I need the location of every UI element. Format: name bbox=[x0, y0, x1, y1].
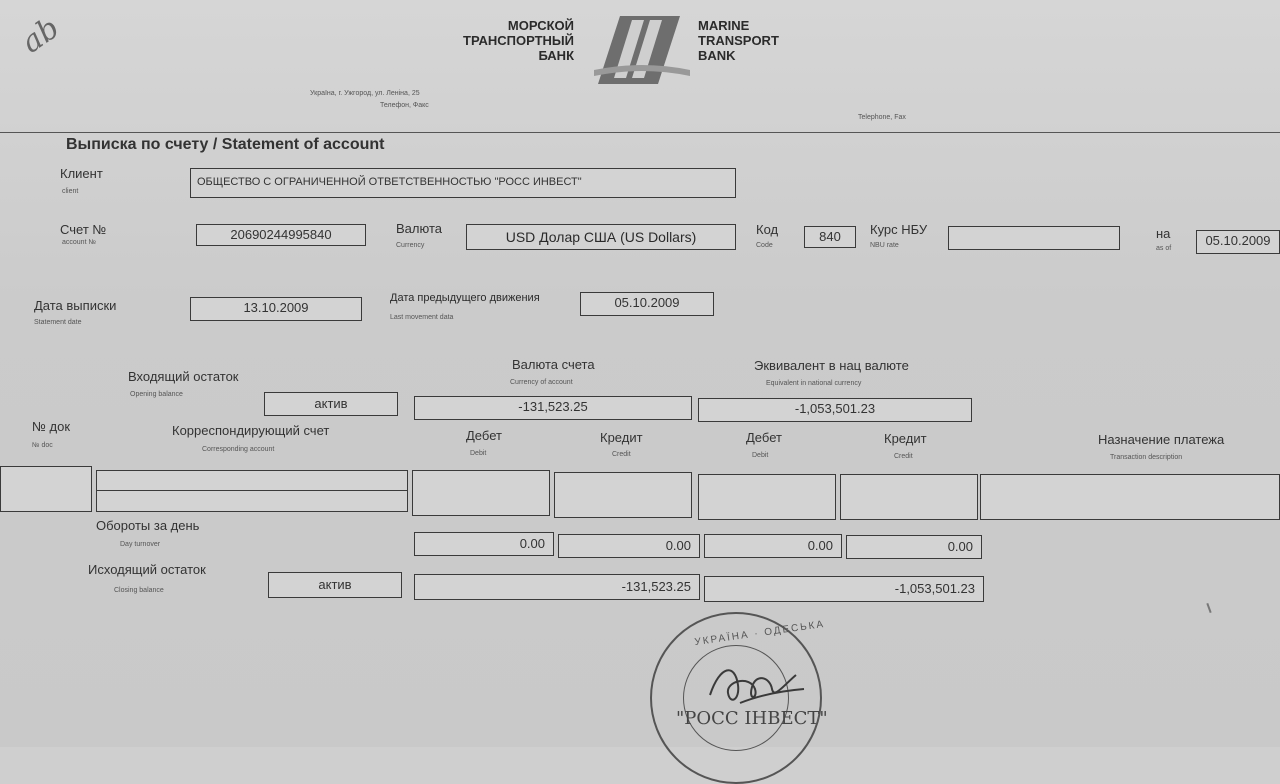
code-label: Код bbox=[756, 222, 779, 237]
bank-name-en bbox=[698, 18, 779, 63]
bank-phone-right: Telephone, Fax bbox=[858, 114, 906, 121]
closing-balance-account-value: -131,523.25 bbox=[621, 579, 691, 594]
currency-label: Валюта bbox=[396, 221, 442, 236]
turnover-debit-account bbox=[414, 532, 554, 556]
last-movement-field bbox=[580, 292, 714, 316]
client-label: Клиент bbox=[60, 166, 103, 181]
debit-account-cell bbox=[412, 470, 550, 516]
statement-date-label: Дата выписки bbox=[34, 298, 117, 313]
client-label-en: client bbox=[62, 188, 79, 195]
doc-number-header: № док bbox=[32, 419, 71, 434]
opening-balance-account-value: -131,523.25 bbox=[518, 399, 588, 414]
stamp-ring-text: УКРАЇНА · ОДЕСЬКА bbox=[693, 618, 826, 649]
credit-header-account-en: Credit bbox=[612, 451, 631, 458]
turnover-debit-account-value: 0.00 bbox=[519, 536, 545, 551]
corr-account-header: Корреспондирующий счет bbox=[172, 423, 330, 438]
description-cell bbox=[980, 474, 1280, 520]
as-of-label: на bbox=[1156, 226, 1171, 241]
bank-name-en-line2: TRANSPORT bbox=[698, 33, 779, 48]
account-label: Счет № bbox=[60, 222, 107, 237]
margin-handwritten-mark: ab bbox=[15, 10, 66, 61]
currency-value: USD Долар США (US Dollars) bbox=[505, 229, 697, 245]
as-of-label-en: as of bbox=[1156, 245, 1172, 252]
description-header-en: Transaction description bbox=[1110, 454, 1183, 461]
closing-balance-label: Исходящий остаток bbox=[88, 562, 206, 577]
debit-header-account-en: Debit bbox=[470, 450, 487, 457]
statement-date-value: 13.10.2009 bbox=[243, 300, 309, 315]
bank-name-ru-line3: БАНК bbox=[538, 48, 574, 63]
debit-national-cell bbox=[698, 474, 836, 520]
currency-label-en: Currency bbox=[396, 242, 425, 249]
last-movement-label: Дата предыдущего движения bbox=[390, 292, 540, 304]
turnover-debit-national bbox=[704, 534, 842, 558]
last-movement-label-en: Last movement data bbox=[390, 314, 454, 321]
opening-balance-national-value: -1,053,501.23 bbox=[794, 401, 876, 416]
opening-balance-type-value: актив bbox=[314, 396, 348, 411]
closing-balance-label-en: Closing balance bbox=[114, 587, 164, 594]
currency-of-account-header-en: Currency of account bbox=[510, 379, 573, 386]
bank-logo-icon bbox=[592, 12, 692, 88]
opening-balance-account bbox=[414, 396, 692, 420]
bank-address: Україна, г. Ужгород, ул. Леніна, 25 bbox=[310, 90, 420, 97]
nbu-rate-field bbox=[948, 226, 1120, 250]
turnover-credit-account-value: 0.00 bbox=[665, 538, 691, 553]
day-turnover-label: Обороты за день bbox=[96, 518, 200, 533]
handwritten-signature bbox=[700, 655, 810, 715]
bank-name-ru-line2: ТРАНСПОРТНЫЙ bbox=[463, 33, 574, 48]
closing-balance-national bbox=[704, 576, 984, 602]
debit-header-account: Дебет bbox=[466, 428, 502, 443]
statement-title: Выписка по счету / Statement of account bbox=[66, 136, 385, 153]
client-field bbox=[190, 168, 736, 198]
day-turnover-label-en: Day turnover bbox=[120, 541, 161, 548]
header-divider bbox=[0, 132, 1280, 133]
account-value: 20690244995840 bbox=[230, 227, 332, 242]
code-field bbox=[804, 226, 856, 248]
turnover-credit-national bbox=[846, 535, 982, 559]
code-value: 840 bbox=[819, 229, 841, 244]
stamp-company-name: "РОСС ІНВЕСТ" bbox=[676, 708, 828, 729]
client-value: ОБЩЕСТВО С ОГРАНИЧЕННОЙ ОТВЕТСТВЕННОСТЬЮ "РОСС ИНВЕСТ" bbox=[197, 176, 582, 188]
nbu-rate-label-en: NBU rate bbox=[870, 242, 899, 249]
statement-date-field bbox=[190, 297, 362, 321]
opening-balance-label: Входящий остаток bbox=[128, 369, 239, 384]
code-label-en: Code bbox=[756, 242, 773, 249]
account-label-en: account № bbox=[62, 239, 96, 246]
closing-balance-type-value: актив bbox=[318, 577, 352, 592]
doc-number-cell bbox=[0, 466, 92, 512]
account-field bbox=[196, 224, 366, 246]
bank-name-ru-line1: МОРСКОЙ bbox=[507, 18, 574, 33]
nbu-rate-label: Курс НБУ bbox=[870, 222, 928, 237]
currency-field bbox=[466, 224, 736, 250]
as-of-field bbox=[1196, 230, 1280, 254]
statement-date-label-en: Statement date bbox=[34, 319, 82, 326]
currency-of-account-header: Валюта счета bbox=[512, 357, 595, 372]
closing-balance-account bbox=[414, 574, 700, 600]
closing-balance-type bbox=[268, 572, 402, 598]
bank-name-ru bbox=[440, 18, 574, 63]
credit-header-national: Кредит bbox=[884, 431, 927, 446]
bank-phone-left: Телефон, Факс bbox=[380, 102, 429, 109]
credit-national-cell bbox=[840, 474, 978, 520]
debit-header-national-en: Debit bbox=[752, 452, 769, 459]
description-header: Назначение платежа bbox=[1098, 432, 1225, 447]
turnover-credit-national-value: 0.00 bbox=[947, 539, 973, 554]
opening-balance-label-en: Opening balance bbox=[130, 391, 183, 398]
corr-account-header-en: Corresponding account bbox=[202, 446, 275, 453]
opening-balance-national bbox=[698, 398, 972, 422]
national-currency-header: Эквивалент в нац валюте bbox=[754, 358, 909, 373]
last-movement-value: 05.10.2009 bbox=[614, 295, 680, 310]
turnover-debit-national-value: 0.00 bbox=[807, 538, 833, 553]
as-of-value: 05.10.2009 bbox=[1205, 233, 1271, 248]
credit-header-account: Кредит bbox=[600, 430, 643, 445]
debit-header-national: Дебет bbox=[746, 430, 782, 445]
national-currency-header-en: Equivalent in national currency bbox=[766, 380, 862, 387]
credit-account-cell bbox=[554, 472, 692, 518]
bank-name-en-line1: MARINE bbox=[698, 18, 750, 33]
bank-name-en-line3: BANK bbox=[698, 48, 736, 63]
opening-balance-type bbox=[264, 392, 398, 416]
corr-account-cell-bottom bbox=[96, 490, 408, 512]
closing-balance-national-value: -1,053,501.23 bbox=[894, 581, 975, 596]
credit-header-national-en: Credit bbox=[894, 453, 913, 460]
doc-number-header-en: № doc bbox=[32, 442, 53, 449]
turnover-credit-account bbox=[558, 534, 700, 558]
